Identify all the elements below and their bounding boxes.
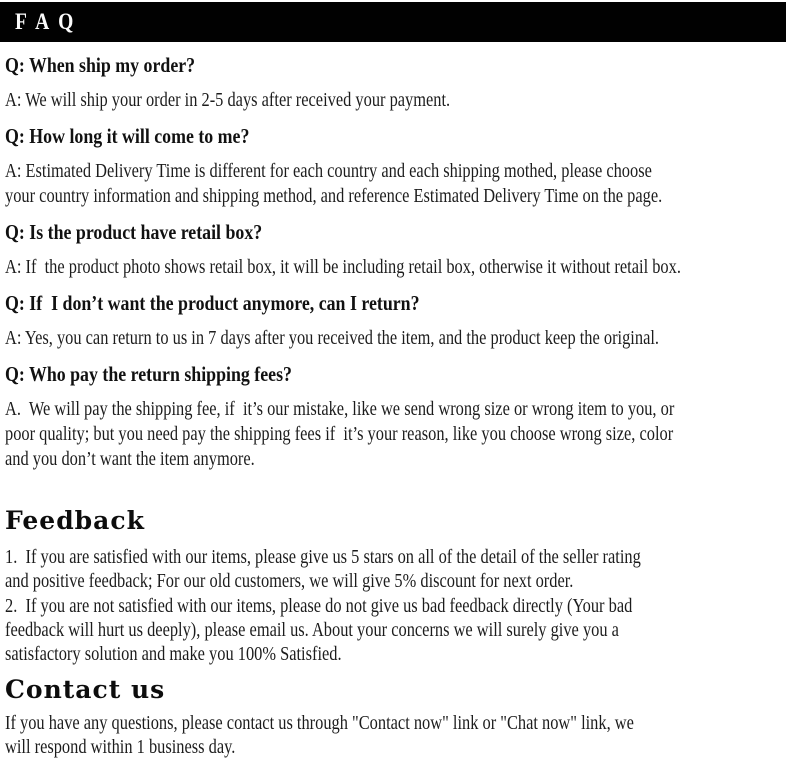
- faq-question: Q: Is the product have retail box?: [5, 220, 263, 244]
- faq-answer-line: A: We will ship your order in 2-5 days after received your payment.: [5, 89, 451, 111]
- faq-question: Q: If I don’t want the product anymore, can I return?: [5, 291, 420, 315]
- faq-header-bar: [0, 2, 786, 42]
- faq-answer: [5, 326, 786, 351]
- feedback-line: feedback will hurt us deeply), please email us. About your concerns we will surely give you a: [5, 619, 619, 641]
- feedback-paragraph: [5, 545, 786, 593]
- faq-answer-line: A. We will pay the shipping fee, if it’s our mistake, like we send wrong size or wrong item to you, or: [5, 398, 675, 420]
- faq-answer-line: poor quality; but you need pay the shipping fees if it’s your reason, like you choose wrong size, color: [5, 423, 674, 445]
- faq-answer-line: your country information and shipping method, and reference Estimated Delivery Time on the page.: [5, 185, 663, 207]
- contact-line: If you have any questions, please contact us through "Contact now" link or "Chat now" link, we: [5, 712, 634, 734]
- faq-answer-line: A: Yes, you can return to us in 7 days after you received the item, and the product keep the original.: [5, 327, 660, 349]
- faq-question: Q: How long it will come to me?: [5, 124, 250, 148]
- feedback-line: satisfactory solution and make you 100% Satisfied.: [5, 643, 342, 665]
- faq-page: [0, 2, 786, 758]
- feedback-paragraphs: [5, 545, 786, 666]
- faq-answer: [5, 88, 786, 113]
- faq-list: [5, 53, 786, 472]
- faq-answer: [5, 255, 786, 280]
- faq-question: Q: Who pay the return shipping fees?: [5, 362, 292, 386]
- faq-answer-line: A: If the product photo shows retail box, it will be including retail box, otherwise it without retail box.: [5, 256, 681, 278]
- feedback-line: 2. If you are not satisfied with our items, please do not give us bad feedback directly (Your bad: [5, 595, 633, 617]
- content-area: [0, 53, 786, 759]
- contact-body: [5, 711, 786, 759]
- faq-answer-line: A: Estimated Delivery Time is different for each country and each shipping mothed, please choose: [5, 160, 652, 182]
- feedback-line: 1. If you are satisfied with our items, please give us 5 stars on all of the detail of the seller rating: [5, 546, 641, 568]
- faq-section: [5, 53, 786, 472]
- faq-answer: [5, 159, 786, 209]
- feedback-section: [5, 505, 786, 666]
- contact-line: will respond within 1 business day.: [5, 736, 236, 758]
- feedback-paragraph: [5, 594, 786, 666]
- contact-heading: Contact us: [5, 675, 166, 704]
- feedback-heading: Feedback: [5, 506, 145, 535]
- contact-section: [5, 674, 786, 759]
- feedback-line: and positive feedback; For our old customers, we will give 5% discount for next order.: [5, 570, 574, 592]
- faq-answer: [5, 397, 786, 472]
- faq-answer-line: and you don’t want the item anymore.: [5, 448, 255, 470]
- faq-header-title: F A Q: [15, 9, 76, 34]
- faq-question: Q: When ship my order?: [5, 53, 196, 77]
